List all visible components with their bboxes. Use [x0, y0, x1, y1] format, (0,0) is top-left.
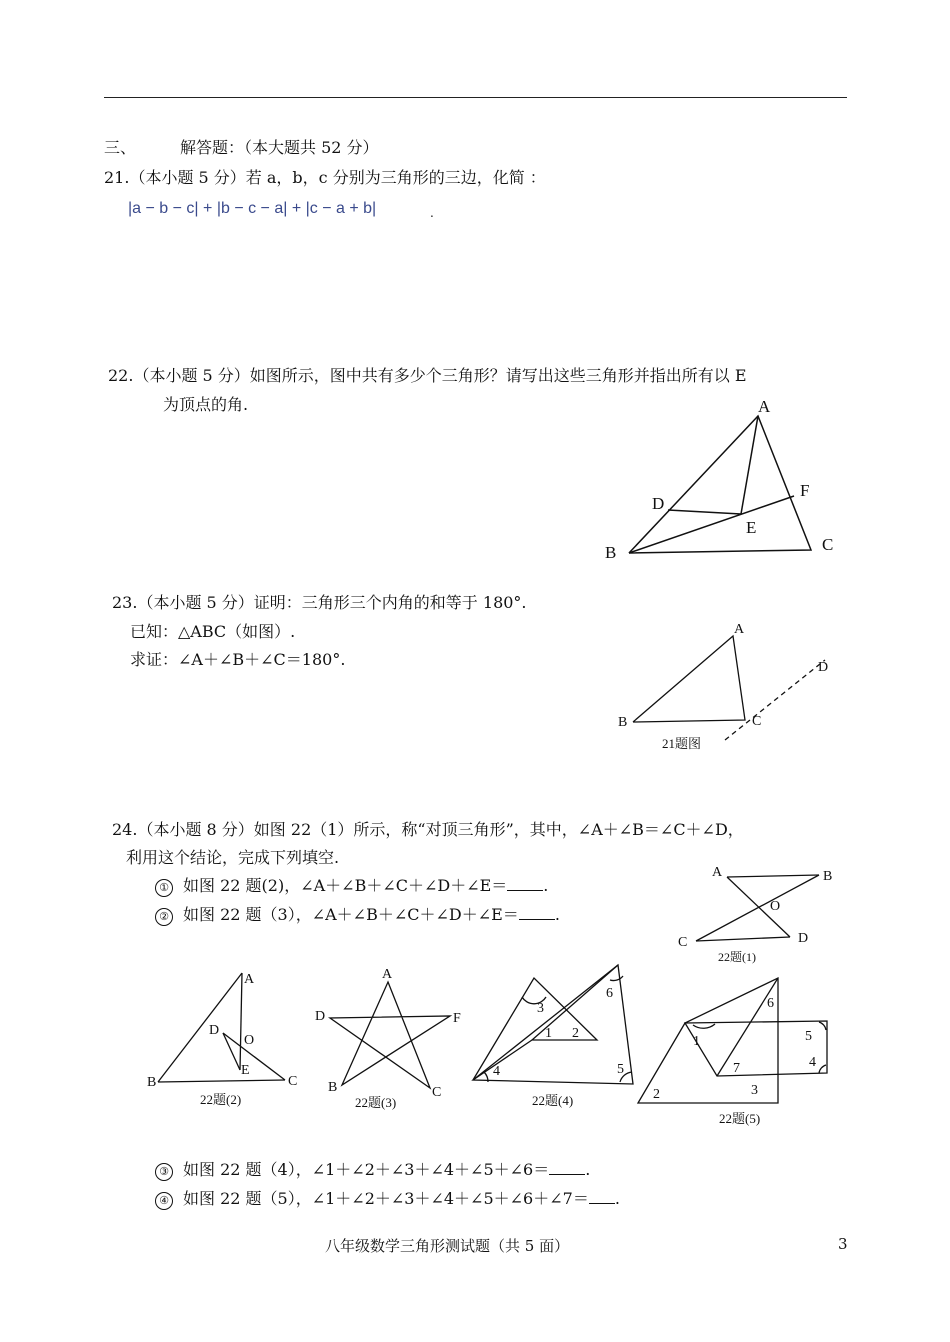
q22-label-e: E: [746, 518, 757, 537]
fig22-3-star: [330, 982, 450, 1088]
q23-text-line1: 23.（本小题 5 分）证明：三角形三个内角的和等于 180°.: [112, 593, 527, 612]
section-title: 解答题：（本大题共 52 分）: [180, 138, 379, 157]
fig22-2-label-a: A: [244, 972, 255, 987]
fig22-1-line-cd: [696, 937, 790, 941]
fig22-4-label-1: 1: [545, 1026, 552, 1041]
fig22-4-arc-6: [610, 976, 623, 981]
q23-prove: 求证：∠A＋∠B＋∠C＝180°.: [130, 650, 346, 669]
fig22-2-caption: 22题(2): [200, 1092, 242, 1107]
q24-item-2-blank[interactable]: [519, 919, 555, 920]
fig22-1-label-a: A: [712, 865, 723, 880]
q24-item-1-end: .: [543, 876, 549, 895]
q23-caption: 21题图: [662, 736, 702, 751]
fig22-5-caption: 22题(5): [719, 1111, 761, 1126]
fig22-4-label-2: 2: [572, 1026, 579, 1041]
q24-text-line2: 利用这个结论，完成下列填空.: [126, 848, 340, 867]
fig22-3-label-d: D: [315, 1009, 326, 1024]
q21-formula: |a − b − c| + |b − c − a| + |c − a + b|: [128, 200, 377, 217]
fig22-3-label-c: C: [432, 1085, 442, 1100]
q24-text-line1: 24.（本小题 8 分）如图 22（1）所示，称“对顶三角形”，其中，∠A＋∠B＝∠C＋∠D，: [112, 820, 744, 839]
page-number: 3: [838, 1235, 848, 1253]
fig22-5-label-2: 2: [653, 1087, 660, 1102]
q22-text-line1: 22.（本小题 5 分）如图所示，图中共有多少个三角形？请写出这些三角形并指出所有以 E: [108, 366, 747, 385]
q24-item-3-text: 如图 22 题（4），∠1＋∠2＋∠3＋∠4＋∠5＋∠6＝: [183, 1160, 550, 1179]
q24-item-3-end: .: [585, 1160, 591, 1179]
fig22-2-line-de: [223, 1033, 240, 1070]
fig22-4-label-5: 5: [617, 1062, 624, 1077]
q22-text-line2: 为顶点的角.: [163, 395, 249, 414]
q21-text: 21.（本小题 5 分）若 a，b，c 分别为三角形的三边，化简 ：: [104, 168, 546, 187]
fig22-5-arc-1: [693, 1024, 715, 1028]
q22-label-b: B: [605, 543, 617, 562]
q24-item-4-end: .: [614, 1189, 620, 1208]
q21-dot: .: [430, 206, 434, 220]
footer-title: 八年级数学三角形测试题（共 5 面）: [325, 1237, 570, 1255]
fig22-3-label-f: F: [453, 1011, 461, 1026]
q23-figure: [610, 615, 840, 750]
q23-label-a: A: [734, 622, 745, 637]
fig22-5-label-6: 6: [767, 996, 774, 1011]
section-number: 三、: [104, 138, 137, 157]
fig22-4-label-4: 4: [493, 1064, 500, 1079]
q22-label-a: A: [758, 397, 771, 416]
q24-item-2-end: .: [554, 905, 560, 924]
fig22-3-caption: 22题(3): [355, 1095, 397, 1110]
q24-item-2-mark: ②: [155, 908, 173, 926]
fig22-2: [145, 965, 305, 1110]
fig22-3: [310, 962, 470, 1112]
fig22-4: [470, 962, 640, 1107]
fig22-2-label-d: D: [209, 1023, 220, 1038]
fig22-2-label-o: O: [244, 1033, 255, 1048]
fig22-4-label-6: 6: [606, 986, 613, 1001]
q24-item-3: [155, 1157, 590, 1181]
q23-triangle: [633, 636, 745, 722]
fig22-5-arc-4: [819, 1065, 826, 1073]
fig22-3-label-a: A: [382, 967, 393, 982]
q24-item-1-blank[interactable]: [507, 890, 543, 891]
q24-item-1-text: 如图 22 题(2)，∠A＋∠B＋∠C＋∠D＋∠E＝: [183, 876, 508, 895]
fig22-2-label-e: E: [241, 1063, 250, 1078]
fig22-5-label-5: 5: [805, 1029, 812, 1044]
header-rule: [104, 97, 847, 98]
q24-item-4-text: 如图 22 题（5），∠1＋∠2＋∠3＋∠4＋∠5＋∠6＋∠7＝: [183, 1189, 589, 1208]
fig22-1-label-d: D: [798, 931, 809, 946]
fig22-2-line-ba: [158, 973, 242, 1082]
q24-item-2: [155, 902, 560, 926]
q22-figure: [600, 395, 840, 560]
q22-label-d: D: [652, 494, 665, 513]
q24-item-4-mark: ④: [155, 1192, 173, 1210]
q24-item-3-blank[interactable]: [549, 1174, 585, 1175]
q23-label-b: B: [618, 715, 628, 730]
fig22-5-label-3: 3: [751, 1083, 758, 1098]
q23-label-d: D: [818, 660, 829, 675]
q22-label-c: C: [822, 535, 834, 554]
q22-triangle-abc: [629, 416, 811, 553]
fig22-1-label-o: O: [770, 899, 781, 914]
fig22-2-label-c: C: [288, 1074, 298, 1089]
q22-label-f: F: [800, 481, 810, 500]
fig22-5-label-4: 4: [809, 1055, 816, 1070]
fig22-3-label-b: B: [328, 1080, 338, 1095]
fig22-4-label-3: 3: [537, 1001, 544, 1016]
q24-item-1: [155, 873, 548, 897]
q24-item-1-mark: ①: [155, 879, 173, 897]
q24-item-4-blank[interactable]: [589, 1203, 615, 1204]
fig22-1-label-b: B: [823, 869, 833, 884]
q22-segment-de: [668, 510, 741, 514]
fig22-1-label-c: C: [678, 935, 688, 950]
fig22-2-label-b: B: [147, 1075, 157, 1090]
q23-label-c: C: [752, 714, 762, 729]
fig22-5-label-7: 7: [733, 1061, 740, 1076]
fig22-5: [635, 970, 840, 1125]
fig22-4-caption: 22题(4): [532, 1093, 574, 1108]
fig22-5-arc-5: [819, 1022, 826, 1030]
fig22-1-caption: 22题(1): [718, 950, 756, 964]
q23-dashed-line: [725, 660, 825, 740]
fig22-1-line-ab: [727, 875, 819, 877]
fig22-5-label-1: 1: [693, 1034, 700, 1049]
fig22-2-line-bc: [158, 1080, 285, 1082]
q23-given: 已知：△ABC（如图）.: [130, 622, 296, 641]
q24-item-3-mark: ③: [155, 1163, 173, 1181]
q24-item-2-text: 如图 22 题（3），∠A＋∠B＋∠C＋∠D＋∠E＝: [183, 905, 519, 924]
fig22-1: [670, 860, 845, 964]
fig22-2-line-ae: [240, 973, 242, 1070]
q24-item-4: [155, 1186, 620, 1210]
